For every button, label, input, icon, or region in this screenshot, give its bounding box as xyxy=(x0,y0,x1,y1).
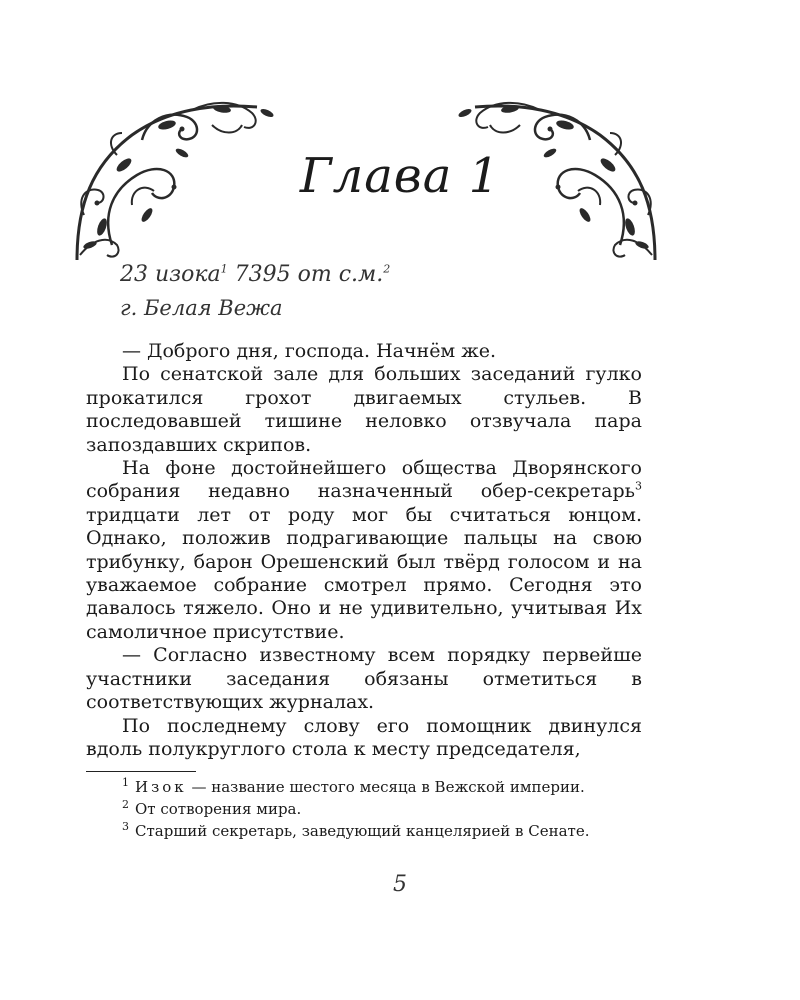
paragraph: По последнему слову его помощник двинулся вдоль полукруглого стола к месту председателя, xyxy=(86,714,642,760)
chapter-title: Глава 1 xyxy=(299,148,501,204)
footnote-text: Старший секретарь, заведующий канцелярией в Сенате. xyxy=(135,822,590,840)
footnote xyxy=(86,798,642,820)
chapter-place: г. Белая Вежа xyxy=(120,296,283,320)
footnote-term: Изок xyxy=(135,778,187,796)
paragraph-text: тридцати лет от роду мог бы считаться юнцом. Однако, положив подрагивающие пальцы на свою трибунку, барон Орешенский был твёрд голосом и на уважаемое собрание смотрел прямо. Сегодня это давалось тяжело. Оно и не удивительно, учитывая Их самоличное присутствие. xyxy=(86,503,642,643)
footnote-divider xyxy=(86,771,196,772)
footnote-number: 1 xyxy=(122,776,129,789)
footnote-number: 2 xyxy=(122,798,129,811)
footnote xyxy=(86,776,642,798)
paragraph-text: На фоне достойнейшего общества Дворянского собрания недавно назначенный обер-секретарь xyxy=(86,457,642,503)
paragraph: По сенатской зале для больших заседаний гулко прокатился грохот двигаемых стульев. В последовавшей тишине неловко отзвучала пара запоздавших скрипов. xyxy=(86,363,642,456)
footnote-ref-3[interactable]: 3 xyxy=(635,480,642,494)
chapter-body xyxy=(86,340,642,761)
date-text: 23 изока xyxy=(120,262,221,287)
footnote-ref-1[interactable]: 1 xyxy=(220,262,228,276)
footnote-text: От сотворения мира. xyxy=(135,800,302,818)
footnotes xyxy=(86,776,642,842)
paragraph: — Согласно известному всем порядку первейше участники заседания обязаны отметиться в соответствующих журналах. xyxy=(86,644,642,714)
page-number: 5 xyxy=(393,872,407,897)
paragraph xyxy=(86,457,642,644)
footnote-number: 3 xyxy=(122,820,129,833)
footnote-ref-2[interactable]: 2 xyxy=(383,262,391,276)
footnote xyxy=(86,820,642,842)
footnote-text: — название шестого месяца в Вежской империи. xyxy=(186,778,585,796)
chapter-date xyxy=(120,262,390,287)
date-year: 7395 от с.м. xyxy=(227,262,384,287)
paragraph: — Доброго дня, господа. Начнём же. xyxy=(122,340,497,362)
